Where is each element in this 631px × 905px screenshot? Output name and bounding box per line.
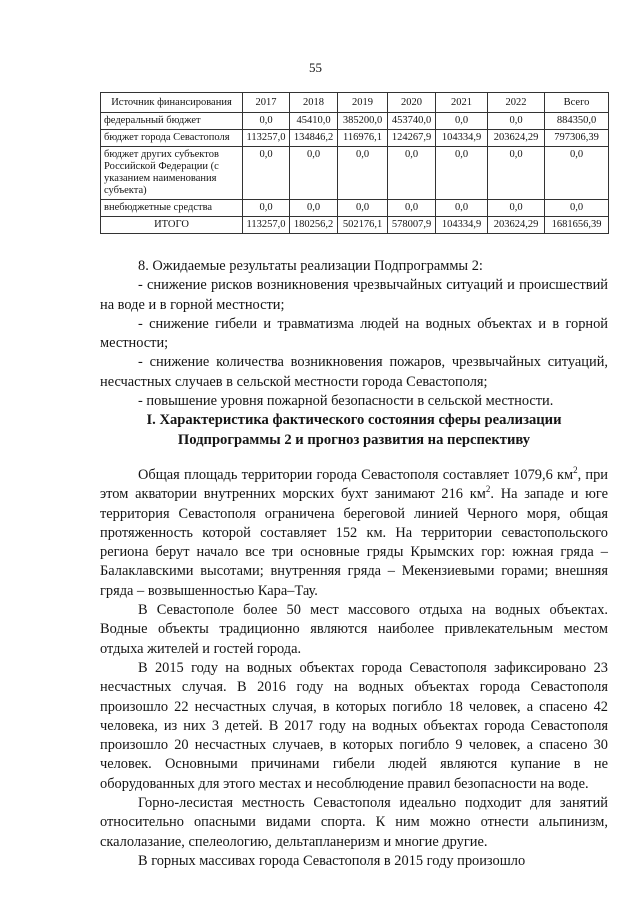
table-cell: 0,0: [243, 113, 290, 130]
table-cell: 0,0: [436, 113, 488, 130]
table-cell: 203624,29: [488, 130, 545, 147]
table-row: [101, 113, 609, 130]
section-heading-line: Подпрограммы 2 и прогноз развития на перспективу: [177, 431, 531, 448]
table-cell: 884350,0: [545, 113, 609, 130]
list-item: - снижение гибели и травматизма людей на водных объектах и в горной местности;: [100, 315, 608, 352]
table-cell: 0,0: [488, 147, 545, 200]
table-cell: 0,0: [243, 200, 290, 217]
table-cell: 578007,9: [388, 217, 436, 234]
paragraph: Общая площадь территории города Севастополя составляет 1079,6 $км^2$, при этом акватории внутренних морских бухт занимают 216 $км^2$. На западе и юге территория Севастополя ограничена береговой линией Черного моря, общая протяженность которой составляет 152 км. На территории севастопольского региона берут начало все три основные гряды Крымских гор: южная гряда – Балаклавскими высотами; внутренняя гряда – Мекензиевыми горами; внешняя гряда – возвышенностью Кара–Тау.: [100, 465, 609, 599]
table-cell-source: ИТОГО: [101, 217, 243, 234]
table-cell: 0,0: [545, 147, 609, 200]
table-cell: 134846,2: [290, 130, 338, 147]
table-cell: 0,0: [488, 113, 545, 130]
table-cell: 203624,29: [488, 217, 545, 234]
table-cell: 124267,9: [388, 130, 436, 147]
table-cell: 797306,39: [545, 130, 609, 147]
table-row-total: [101, 217, 609, 234]
table-cell: 385200,0: [338, 113, 388, 130]
table-cell: 0,0: [338, 147, 388, 200]
table-cell: 0,0: [243, 147, 290, 200]
table-cell: 45410,0: [290, 113, 338, 130]
table-cell: 180256,2: [290, 217, 338, 234]
table-header-row: [101, 93, 609, 113]
table-cell-source: внебюджетные средства: [101, 200, 243, 217]
table-cell-source: бюджет города Севастополя: [101, 130, 243, 147]
table-cell: 113257,0: [243, 217, 290, 234]
table-row: [101, 200, 609, 217]
table-cell-source: федеральный бюджет: [101, 113, 243, 130]
table-header-cell: 2019: [338, 93, 388, 113]
section-heading-line: I. Характеристика фактического состояния сферы реализации: [146, 412, 562, 428]
table-header-cell: Всего: [545, 93, 609, 113]
table-cell: 502176,1: [338, 217, 388, 234]
table-cell: 0,0: [436, 200, 488, 217]
results-title: 8. Ожидаемые результаты реализации Подпрограммы 2:: [138, 258, 483, 274]
table-cell: 453740,0: [388, 113, 436, 130]
table-row: [101, 147, 609, 200]
table-cell: 0,0: [290, 200, 338, 217]
table-row: [101, 130, 609, 147]
paragraph: В горных массивах города Севастополя в 2015 году произошло: [138, 852, 526, 869]
table-cell: 0,0: [488, 200, 545, 217]
table-cell-source: бюджет других субъектов Российской Федерации (с указанием наименования субъекта): [101, 147, 243, 200]
table-header-cell: Источник финансирования: [101, 93, 243, 113]
table-header-cell: 2017: [243, 93, 290, 113]
table-header-cell: 2018: [290, 93, 338, 113]
table-cell: 104334,9: [436, 130, 488, 147]
table-cell: 1681656,39: [545, 217, 609, 234]
table-header-cell: 2022: [488, 93, 545, 113]
paragraph: Горно-лесистая местность Севастополя идеально подходит для занятий относительно опасными видами спорта. К ним можно отнести альпинизм, скалолазание, спелеологию, дельтапланеризм и многие другие.: [100, 795, 608, 850]
list-item: - повышение уровня пожарной безопасности в сельской местности.: [138, 393, 554, 410]
list-item: - снижение количества возникновения пожаров, чрезвычайных ситуаций, несчастных случаев в сельской местности города Севастополя;: [100, 354, 608, 390]
expected-results: [100, 257, 608, 411]
paragraph: В Севастополе более 50 мест массового отдыха на водных объектах. Водные объекты традиционно являются наиболее привлекательным местом отдыха жителей и гостей города.: [100, 602, 608, 657]
table-cell: 0,0: [436, 147, 488, 200]
table-cell: 0,0: [545, 200, 609, 217]
section-body: [100, 466, 608, 871]
table-cell: 104334,9: [436, 217, 488, 234]
table-cell: 116976,1: [338, 130, 388, 147]
funding-table: [100, 92, 609, 234]
table-cell: 113257,0: [243, 130, 290, 147]
list-item: - снижение рисков возникновения чрезвычайных ситуаций и происшествий на воде и в горной местности;: [100, 277, 608, 313]
paragraph: В 2015 году на водных объектах города Севастополя зафиксировано 23 несчастных случая. В 2016 году на водных объектах города Севастополя произошло 22 несчастных случая, в которых погибло 18 человек, а спасено 42 человека, из них 3 детей. В 2017 году на водных объектах города Севастополя произошло 20 несчастных случаев, в которых погибло 9 человек, а спасено 30 человек. Основными причинами гибели людей являются купание в не оборудованных для этого местах и несоблюдение правил безопасности на воде.: [100, 659, 608, 792]
table-cell: 0,0: [290, 147, 338, 200]
table-cell: 0,0: [388, 147, 436, 200]
table-cell: 0,0: [388, 200, 436, 217]
table-header-cell: 2020: [388, 93, 436, 113]
table-cell: 0,0: [338, 200, 388, 217]
table-header-cell: 2021: [436, 93, 488, 113]
page-number: 55: [309, 60, 322, 75]
section-heading: [100, 411, 608, 450]
